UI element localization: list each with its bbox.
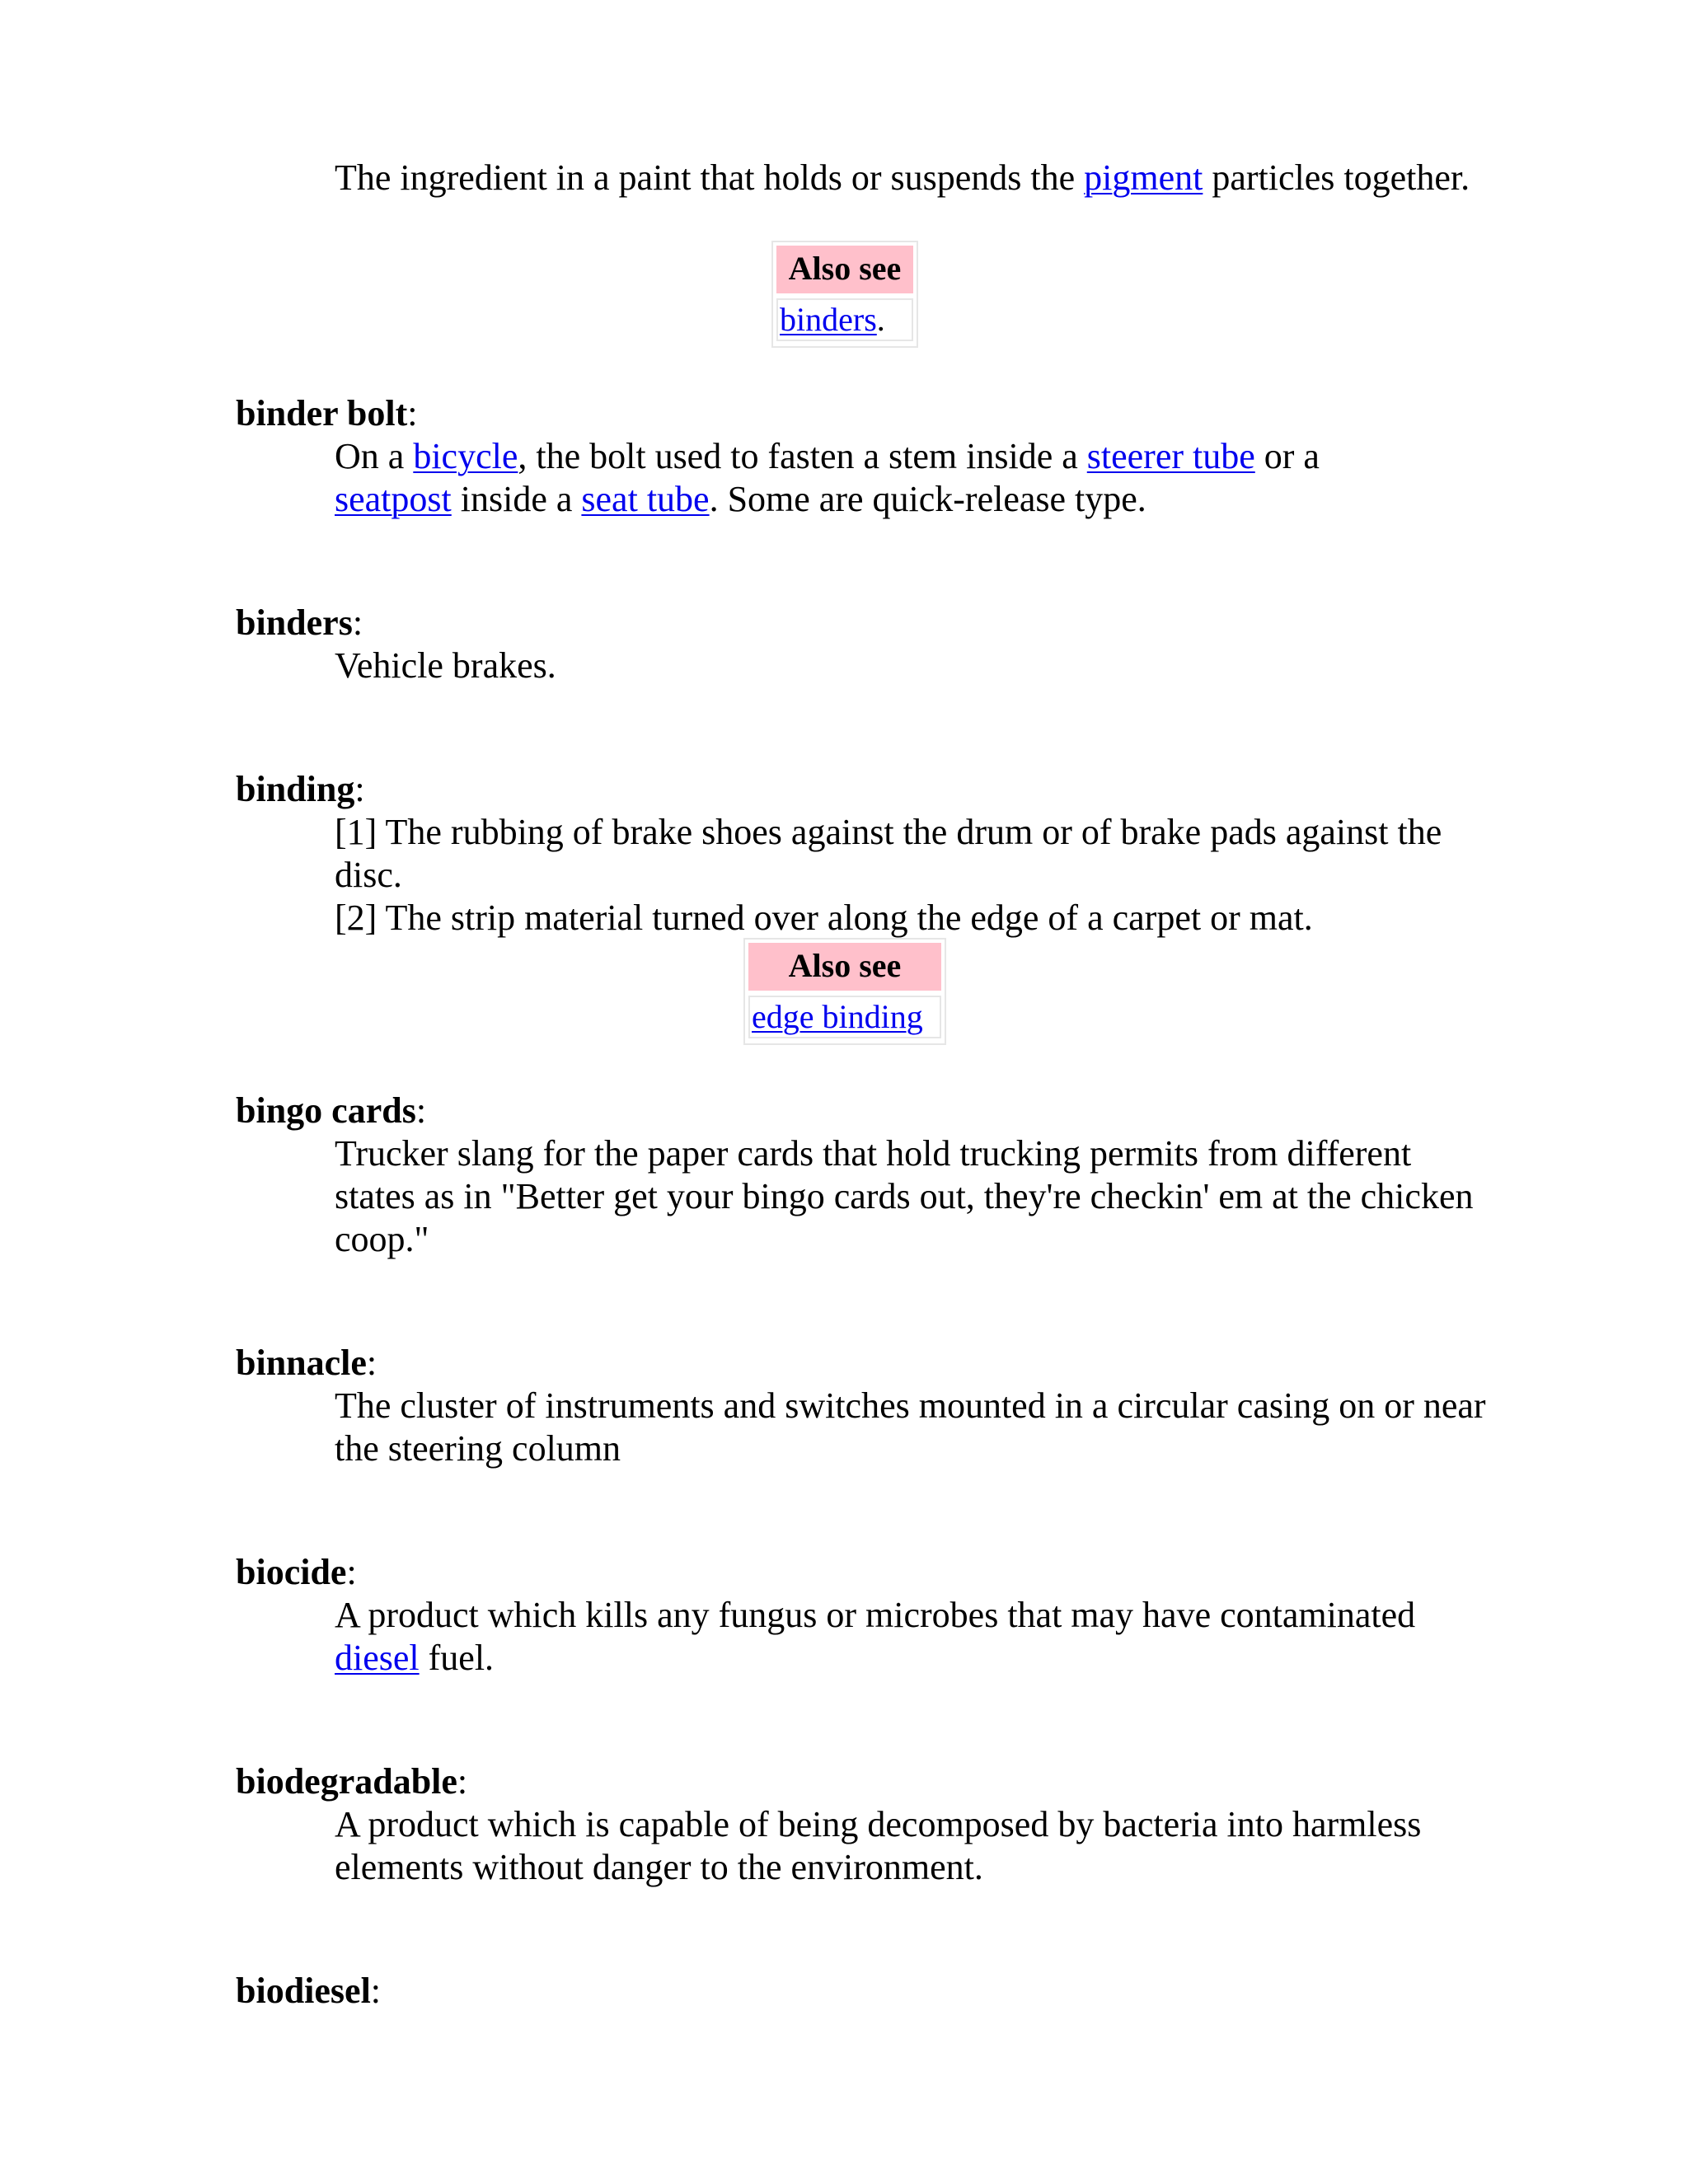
link-seatpost[interactable]: seatpost <box>335 479 452 519</box>
also-see-body <box>748 996 941 1038</box>
term-colon: : <box>407 393 418 434</box>
definition-binder-bolt <box>335 435 1489 521</box>
definition-biodegradable: A product which is capable of being decomposed by bacteria into harmless elements without danger to the environment. <box>335 1804 1422 1887</box>
term-label: binding <box>236 769 355 809</box>
term-label: binder bolt <box>236 393 408 434</box>
term-binding <box>236 768 365 811</box>
also-see-heading: Also see <box>776 246 913 293</box>
definition-line-2: [2] The strip material turned over along the edge of a carpet or mat. <box>335 898 1313 938</box>
also-see-box-binder <box>771 241 918 348</box>
link-steerer-tube[interactable]: steerer tube <box>1086 436 1255 476</box>
term-binders <box>236 602 363 644</box>
term-label: biocide <box>236 1552 347 1592</box>
link-bicycle[interactable]: bicycle <box>413 436 518 476</box>
link-diesel[interactable]: diesel <box>335 1638 420 1678</box>
definition-line-1: [1] The rubbing of brake shoes against the drum or of brake pads against the disc. <box>335 812 1442 895</box>
also-see-heading: Also see <box>748 943 941 991</box>
also-see-box-binding <box>743 938 946 1045</box>
term-colon: : <box>366 1343 377 1383</box>
term-label: biodiesel <box>236 1971 371 2011</box>
term-colon: : <box>354 769 365 809</box>
definition-biocide <box>335 1594 1489 1680</box>
term-bingo-cards <box>236 1090 426 1132</box>
definition-text: The ingredient in a paint that holds or suspends the <box>335 157 1076 198</box>
definition-text: A product which kills any fungus or microbes that may have contaminated <box>335 1595 1416 1635</box>
term-label: binders <box>236 602 353 643</box>
also-see-suffix: . <box>876 301 885 338</box>
term-label: binnacle <box>236 1343 367 1383</box>
term-biocide <box>236 1551 357 1594</box>
definition-text: , the bolt used to fasten a stem inside a <box>518 436 1078 476</box>
definition-binders: Vehicle brakes. <box>335 645 556 686</box>
definition-binder <box>335 157 1489 199</box>
term-colon: : <box>415 1090 427 1131</box>
term-label: bingo cards <box>236 1090 416 1131</box>
definition-binding <box>335 811 1489 940</box>
term-label: biodegradable <box>236 1761 457 1802</box>
definition-text: particles together. <box>1212 157 1470 198</box>
term-colon: : <box>346 1552 357 1592</box>
term-colon: : <box>370 1971 382 2011</box>
term-binder-bolt <box>236 392 417 435</box>
link-pigment[interactable]: pigment <box>1084 157 1203 198</box>
link-edge-binding[interactable]: edge binding <box>752 998 923 1035</box>
term-colon: : <box>352 602 363 643</box>
definition-text: On a <box>335 436 405 476</box>
definition-binnacle: The cluster of instruments and switches mounted in a circular casing on or near the steering column <box>335 1385 1486 1469</box>
link-seat-tube[interactable]: seat tube <box>581 479 710 519</box>
term-biodegradable <box>236 1760 467 1803</box>
definition-bingo-cards: Trucker slang for the paper cards that hold trucking permits from different states as in "Better get your bingo cards out, they're checkin' em at the chicken coop." <box>335 1133 1474 1259</box>
term-binnacle <box>236 1342 377 1385</box>
definition-text: or a <box>1264 436 1320 476</box>
definition-text: fuel. <box>428 1638 495 1678</box>
also-see-body <box>776 298 913 341</box>
link-binders[interactable]: binders <box>780 301 877 338</box>
definition-text: inside a <box>460 479 573 519</box>
term-biodiesel <box>236 1970 381 2013</box>
term-colon: : <box>457 1761 468 1802</box>
definition-text: . Some are quick-release type. <box>709 479 1146 519</box>
